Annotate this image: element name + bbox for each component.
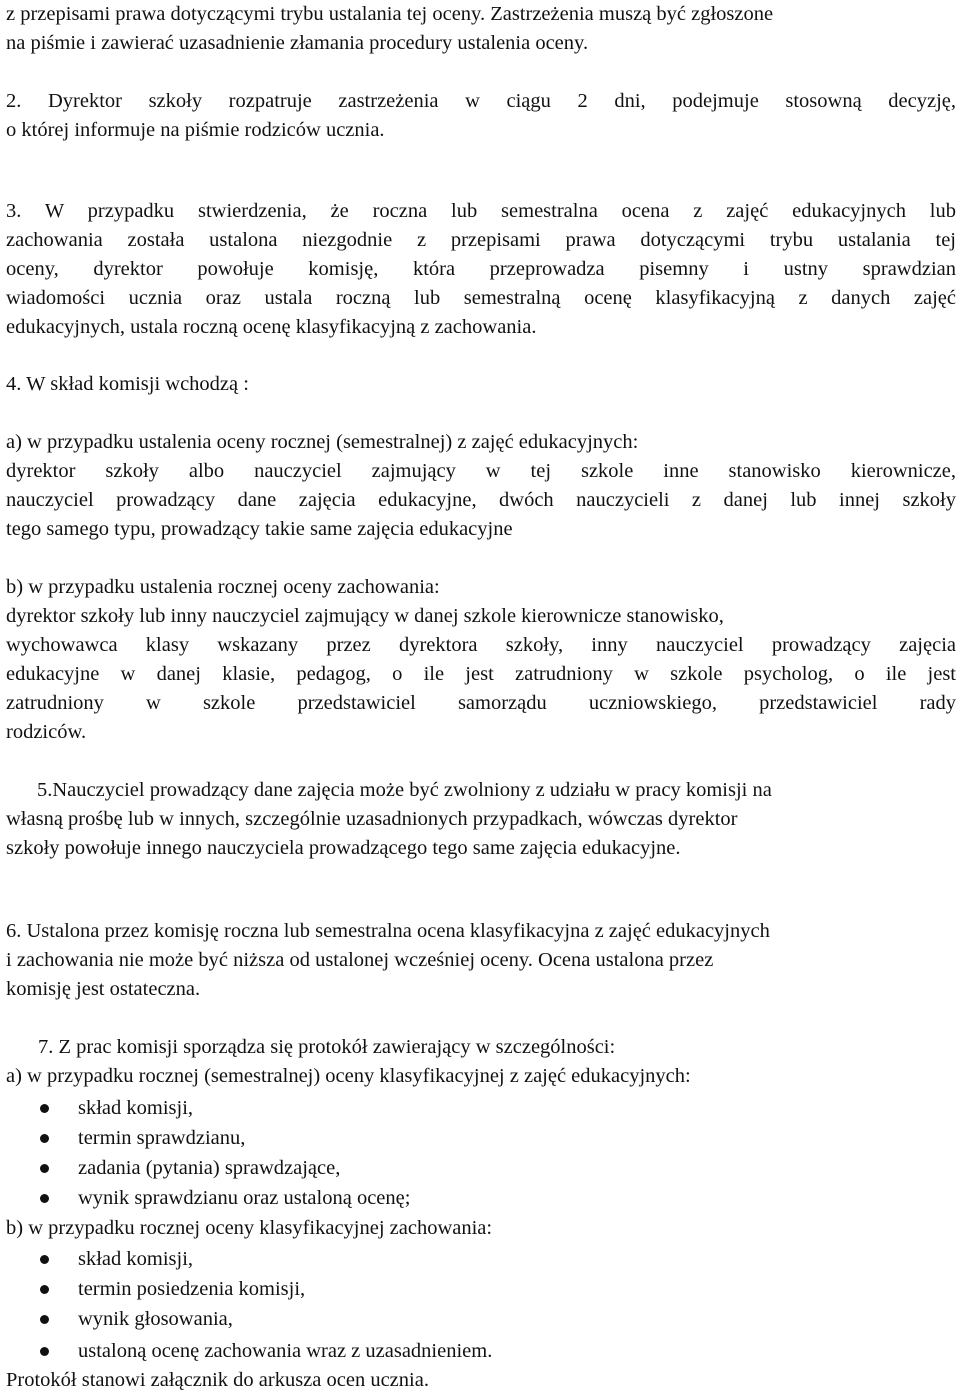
list-item-text: termin sprawdzianu, (78, 1127, 246, 1149)
text-line: 6. Ustalona przez komisję roczna lub semestralna ocena klasyfikacyjna z zajęć edukacyjnych (6, 920, 770, 942)
text-line: oceny, dyrektor powołuje komisję, która przeprowadza pisemny i ustny sprawdzian (6, 258, 956, 280)
text-line: z przepisami prawa dotyczącymi trybu ustalania tej oceny. Zastrzeżenia muszą być zgłoszone (6, 3, 774, 25)
text-line: wiadomości ucznia oraz ustala roczną lub semestralną ocenę klasyfikacyjną z danych zajęć (6, 287, 956, 309)
bullet-icon (40, 1315, 49, 1324)
subsection-heading: a) w przypadku ustalenia oceny rocznej (semestralnej) z zajęć edukacyjnych: (6, 431, 639, 453)
bullet-icon (40, 1194, 49, 1203)
list-item-text: zadania (pytania) sprawdzające, (78, 1157, 341, 1179)
text-line: edukacyjnych, ustala roczną ocenę klasyfikacyjną z zachowania. (6, 316, 537, 338)
list-item-text: wynik głosowania, (78, 1308, 233, 1330)
text-line: na piśmie i zawierać uzasadnienie złamania procedury ustalenia oceny. (6, 32, 589, 54)
text-line: szkoły powołuje innego nauczyciela prowadzącego tego same zajęcia edukacyjne. (6, 837, 681, 859)
bullet-icon (40, 1255, 49, 1264)
text-line: tego samego typu, prowadzący takie same zajęcia edukacyjne (6, 518, 513, 540)
text-line: dyrektor szkoły albo nauczyciel zajmujący w tej szkole inne stanowisko kierownicze, (6, 460, 956, 482)
text-line: własną prośbę lub w innych, szczególnie uzasadnionych przypadkach, wówczas dyrektor (6, 808, 738, 830)
text-line: o której informuje na piśmie rodziców ucznia. (6, 119, 385, 141)
list-item-text: skład komisji, (78, 1097, 194, 1119)
text-line: zachowania została ustalona niezgodnie z przepisami prawa dotyczącymi trybu ustalania tej (6, 229, 956, 251)
text-line: 3. W przypadku stwierdzenia, że roczna lub semestralna ocena z zajęć edukacyjnych lub (6, 200, 956, 222)
list-item-text: wynik sprawdzianu oraz ustaloną ocenę; (78, 1187, 411, 1209)
bullet-icon (40, 1134, 49, 1143)
text-line: wychowawca klasy wskazany przez dyrektora szkoły, inny nauczyciel prowadzący zajęcia (6, 634, 956, 656)
text-line: 5.Nauczyciel prowadzący dane zajęcia może być zwolniony z udziału w pracy komisji na (37, 779, 772, 801)
list-item-text: termin posiedzenia komisji, (78, 1278, 306, 1300)
bullet-icon (40, 1104, 49, 1113)
text-line: komisję jest ostateczna. (6, 978, 201, 1000)
list-item-text: skład komisji, (78, 1248, 194, 1270)
text-line: rodziców. (6, 721, 87, 743)
bullet-icon (40, 1347, 49, 1356)
text-line: edukacyjne w danej klasie, pedagog, o ile jest zatrudniony w szkole psycholog, o ile jest (6, 663, 956, 685)
bullet-icon (40, 1164, 49, 1173)
footer-note: Protokół stanowi załącznik do arkusza ocen ucznia. (6, 1369, 429, 1391)
subsection-heading: b) w przypadku ustalenia rocznej oceny zachowania: (6, 576, 440, 598)
section-heading: 4. W skład komisji wchodzą : (6, 373, 249, 395)
subsection-heading: b) w przypadku rocznej oceny klasyfikacyjnej zachowania: (6, 1217, 493, 1239)
bullet-icon (40, 1285, 49, 1294)
subsection-heading: a) w przypadku rocznej (semestralnej) oceny klasyfikacyjnej z zajęć edukacyjnych: (6, 1065, 691, 1087)
text-line: zatrudniony w szkole przedstawiciel samorządu uczniowskiego, przedstawiciel rady (6, 692, 956, 714)
text-line: nauczyciel prowadzący dane zajęcia edukacyjne, dwóch nauczycieli z danej lub innej szkoły (6, 489, 956, 511)
text-line: i zachowania nie może być niższa od ustalonej wcześniej oceny. Ocena ustalona przez (6, 949, 714, 971)
text-line: dyrektor szkoły lub inny nauczyciel zajmujący w danej szkole kierownicze stanowisko, (6, 605, 724, 627)
section-heading: 7. Z prac komisji sporządza się protokół zawierający w szczególności: (38, 1036, 616, 1058)
text-line: 2. Dyrektor szkoły rozpatruje zastrzeżenia w ciągu 2 dni, podejmuje stosowną decyzję, (6, 90, 956, 112)
list-item-text: ustaloną ocenę zachowania wraz z uzasadnieniem. (78, 1340, 493, 1362)
